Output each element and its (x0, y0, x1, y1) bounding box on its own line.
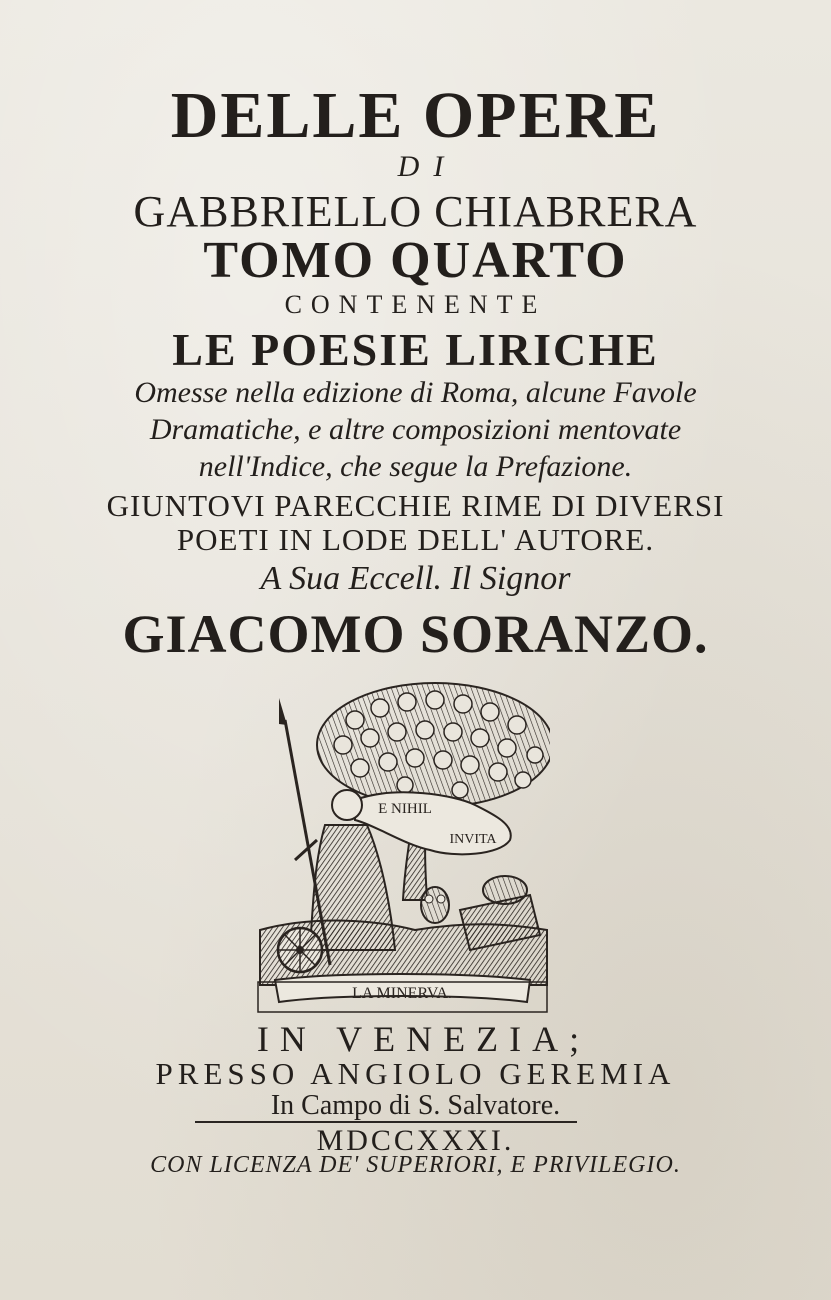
book-title: DELLE OPERE (170, 79, 661, 152)
giuntovi-line-2: POETI IN LODE DELL' AUTORE. (176, 522, 655, 557)
subject-title: LE POESIE LIRICHE (172, 324, 659, 375)
dedication-line: A Sua Eccell. Il Signor (260, 560, 571, 597)
minerva-woodcut-icon (255, 680, 550, 1015)
omesse-line-2: Dramatiche, e altre composizioni mentovate (149, 413, 682, 446)
dedicatee-name: GIACOMO SORANZO. (122, 604, 709, 664)
imprint-city: IN VENEZIA; (256, 1019, 591, 1059)
tree-canopy (317, 683, 550, 807)
banner-motto-1: E NIHIL (378, 801, 432, 817)
omesse-line-1: Omesse nella edizione di Roma, alcune Favole (134, 376, 697, 409)
imprint-year: MDCCXXXI. (316, 1124, 515, 1157)
contenente-label: CONTENENTE (284, 290, 547, 319)
imprint-license: CON LICENZA DE' SUPERIORI, E PRIVILEGIO. (150, 1152, 681, 1178)
banner-motto-2: INVITA (449, 832, 497, 847)
title-di: DI (397, 150, 458, 183)
imprint-rule (195, 1121, 577, 1123)
omesse-line-3: nell'Indice, che segue la Prefazione. (198, 450, 633, 483)
volume-label: TOMO QUARTO (203, 232, 628, 289)
imprint-printer: PRESSO ANGIOLO GEREMIA (155, 1056, 676, 1091)
giuntovi-line-1: GIUNTOVI PARECCHIE RIME DI DIVERSI (106, 488, 725, 523)
imprint-address: In Campo di S. Salvatore. (270, 1090, 561, 1121)
device-caption: LA MINERVA. (352, 985, 452, 1002)
author-name: GABBRIELLO CHIABRERA (133, 187, 698, 236)
